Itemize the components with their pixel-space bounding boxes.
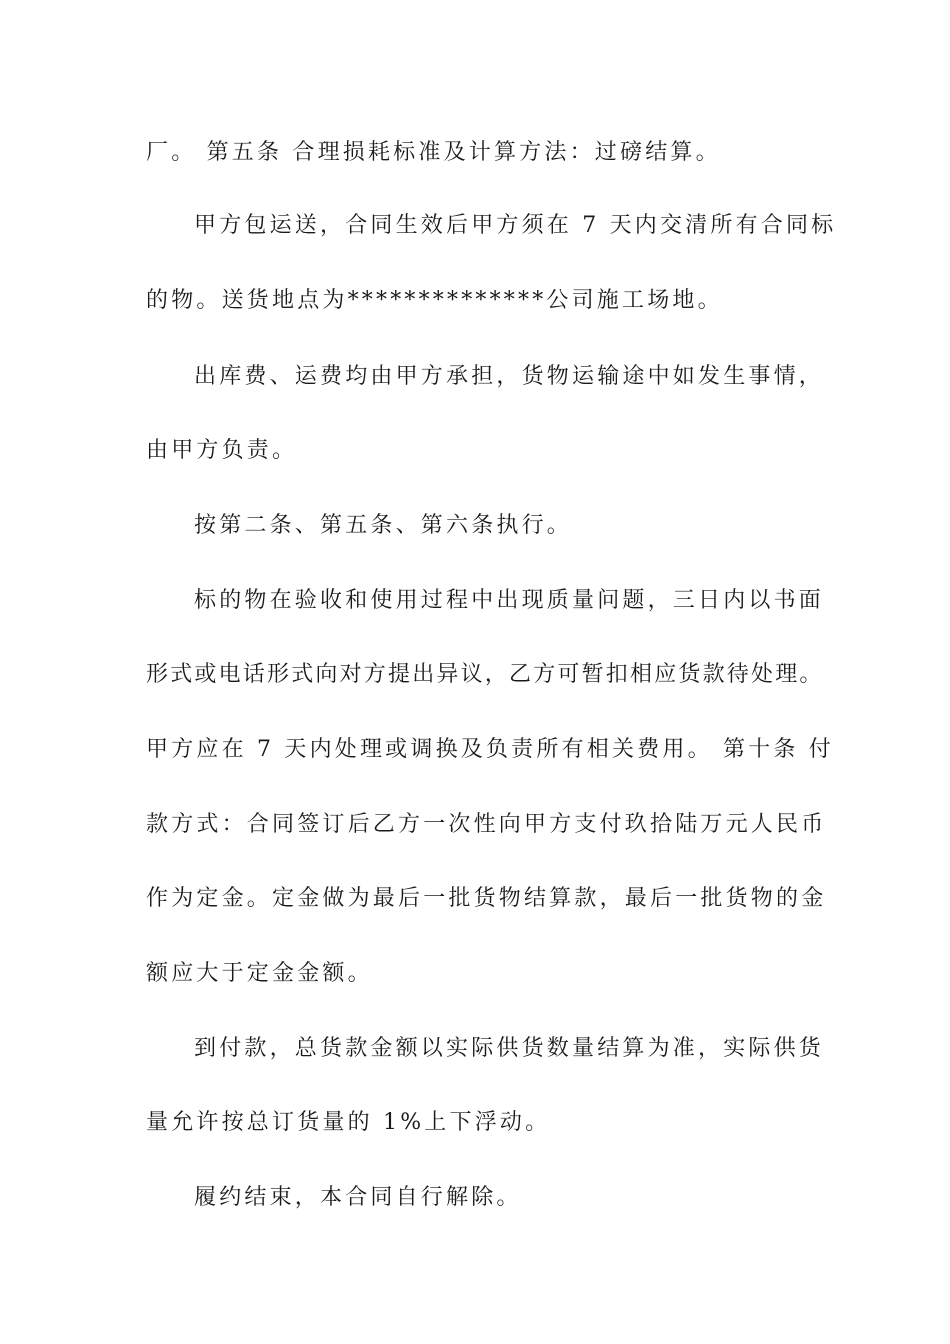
text-line: 款方式：合同签订后乙方一次性向甲方支付玖拾陆万元人民币 <box>146 812 827 837</box>
text-line: 的物。送货地点为**************公司施工场地。 <box>146 288 723 313</box>
text-line: 额应大于定金金额。 <box>146 961 373 986</box>
paragraph-start: 出库费、运费均由甲方承担，货物运输途中如发生事情， <box>194 364 825 389</box>
paragraph-start: 标的物在验收和使用过程中出现质量问题，三日内以书面 <box>194 588 825 613</box>
text-line: 形式或电话形式向对方提出异议，乙方可暂扣相应货款待处理。 <box>146 662 824 687</box>
text-line: 厂。 第五条 合理损耗标准及计算方法：过磅结算。 <box>146 140 721 165</box>
paragraph-start: 甲方包运送，合同生效后甲方须在 7 天内交清所有合同标 <box>194 213 837 238</box>
text-line: 甲方应在 7 天内处理或调换及负责所有相关费用。 第十条 付 <box>146 737 834 762</box>
paragraph-start: 履约结束，本合同自行解除。 <box>194 1185 522 1210</box>
text-line: 量允许按总订货量的 1%上下浮动。 <box>146 1110 551 1135</box>
text-line: 作为定金。定金做为最后一批货物结算款，最后一批货物的金 <box>146 886 827 911</box>
paragraph-start: 按第二条、第五条、第六条执行。 <box>194 513 573 538</box>
paragraph-start: 到付款，总货款金额以实际供货数量结算为准，实际供货 <box>194 1036 825 1061</box>
text-line: 由甲方负责。 <box>146 438 298 463</box>
